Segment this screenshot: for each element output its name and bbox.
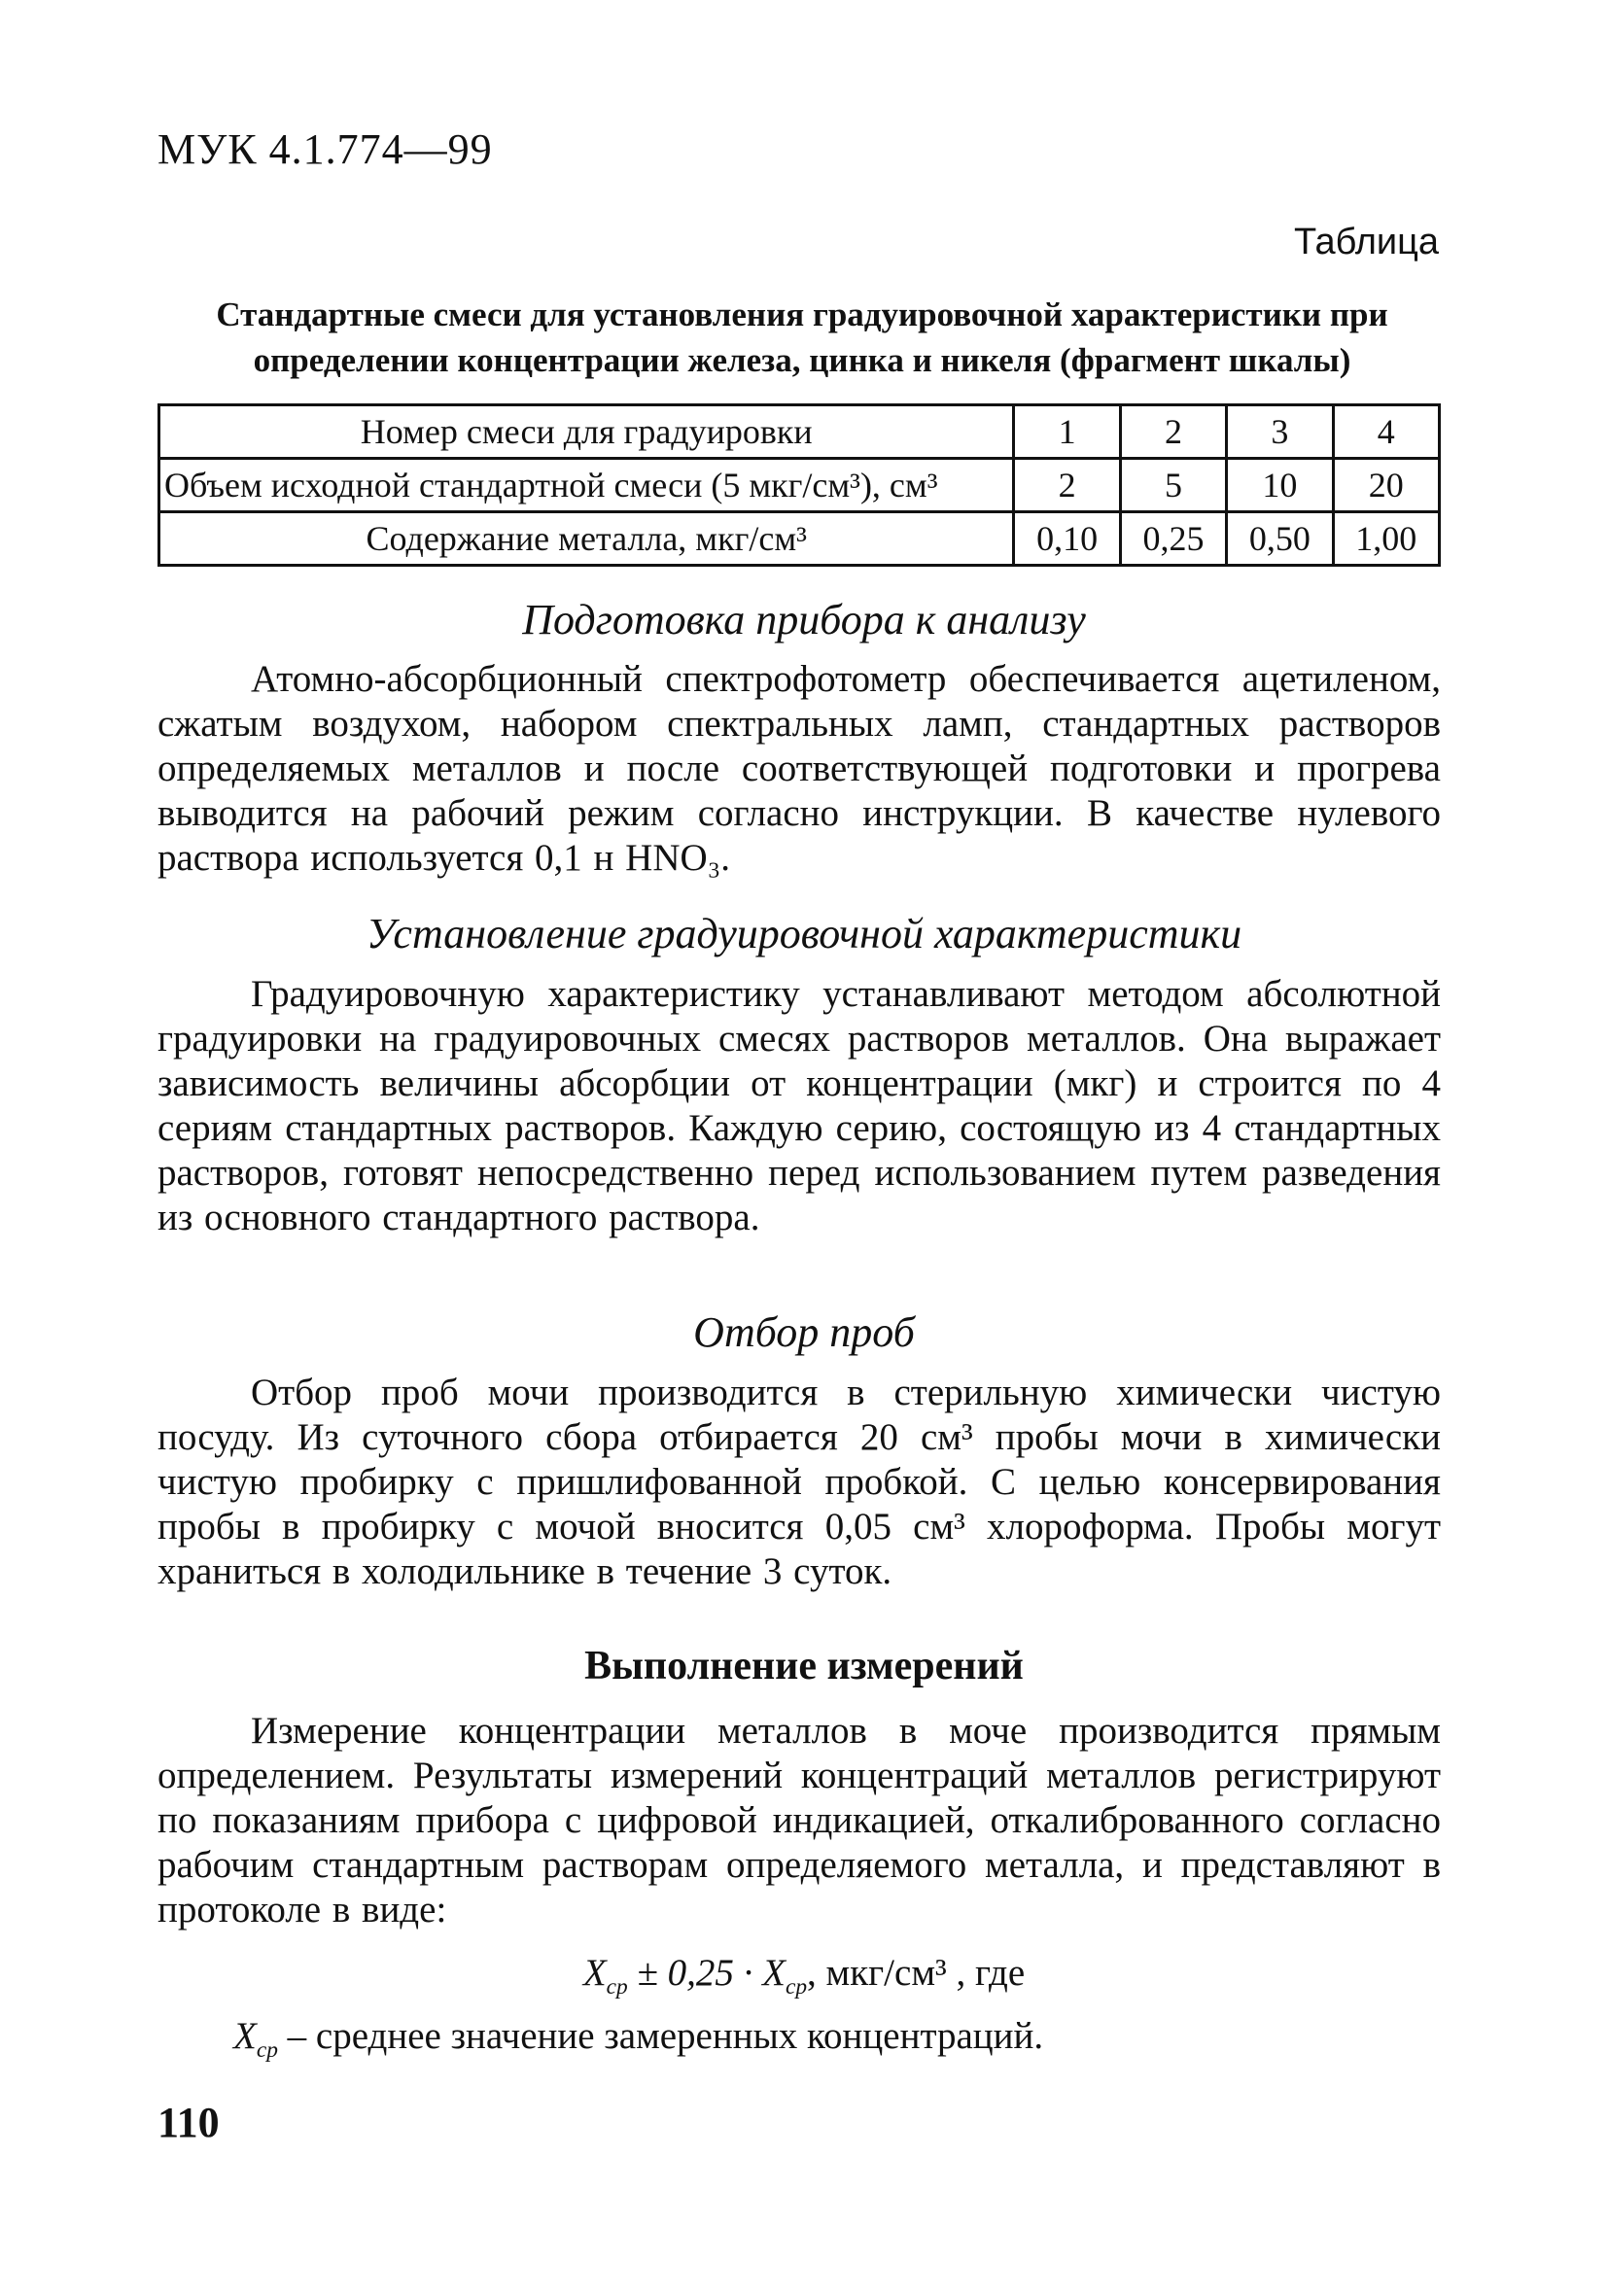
formula-operator: ± 0,25 · — [637, 1952, 753, 1994]
formula-variable: X — [582, 1952, 607, 1994]
row-header-volume: Объем исходной стандартной смеси (5 мкг/см³), см³ — [159, 459, 1014, 512]
definition-text: – среднее значение замеренных концентраций. — [287, 2015, 1044, 2057]
table-cell: 0,10 — [1014, 512, 1120, 566]
table-cell: 5 — [1120, 459, 1226, 512]
calibration-mixtures-table — [157, 403, 1441, 567]
page-number: 110 — [157, 2099, 220, 2146]
table-caption — [156, 292, 1449, 383]
section-title-calibration: Установление градуировочной характеристики — [366, 910, 1242, 957]
formula-variable: X — [233, 2015, 257, 2057]
paragraph-measurement: Измерение концентрации металлов в моче производится прямым определением. Результаты измерений концентраций металлов регистрируют по показаниям прибора с цифровой индикацией, откалиброванного согласно рабочим стандартным растворам определяемого металла, и представляют в протоколе в виде: — [157, 1710, 1441, 1931]
table-cell: 2 — [1014, 459, 1120, 512]
formula-units: , мкг/см³ , где — [807, 1952, 1026, 1994]
table-caption-line-2: определении концентрации железа, цинка и никеля (фрагмент шкалы) — [253, 341, 1351, 379]
section-title-measurement: Выполнение измерений — [584, 1644, 1024, 1688]
table-caption-line-1: Стандартные смеси для установления градуировочной характеристики при — [216, 296, 1388, 333]
table-cell: 0,25 — [1120, 512, 1226, 566]
paragraph-preparation: Атомно-абсорбционный спектрофотометр обеспечивается ацетиленом, сжатым воздухом, набором спектральных ламп, стандартных растворов определяемых металлов и после соответствующей подготовки и прогрева выводится на рабочий режим согласно инструкции. В качестве нулевого раствора используется 0,1 н HNO₃. — [157, 658, 1441, 879]
formula-subscript: ср — [256, 2036, 278, 2063]
table-cell: 20 — [1333, 459, 1439, 512]
table-cell: 10 — [1227, 459, 1333, 512]
formula-definition — [233, 2014, 1439, 2063]
table-row — [159, 405, 1440, 459]
formula-subscript: ср — [785, 1973, 808, 2000]
table-cell: 1,00 — [1333, 512, 1439, 566]
table-cell: 2 — [1120, 405, 1226, 459]
document-code: МУК 4.1.774—99 — [157, 125, 493, 173]
table-cell: 3 — [1227, 405, 1333, 459]
table-cell: 4 — [1333, 405, 1439, 459]
paragraph-sampling: Отбор проб мочи производится в стерильную химически чистую посуду. Из суточного сбора отбирается 20 см³ пробы мочи в химически чистую пробирку с пришлифованной пробкой. С целью консервирования пробы в пробирку с мочой вносится 0,05 см³ хлороформа. Пробы могут храниться в холодильнике в течение 3 суток. — [157, 1372, 1441, 1592]
section-title-sampling: Отбор проб — [693, 1308, 915, 1356]
formula-variable: X — [762, 1952, 786, 1994]
result-formula — [0, 1951, 1608, 2000]
row-header-mixture-number: Номер смеси для градуировки — [159, 405, 1014, 459]
table-cell: 0,50 — [1227, 512, 1333, 566]
paragraph-calibration: Градуировочную характеристику устанавливают методом абсолютной градуировки на градуировочных смесях растворов металлов. Она выражает зависимость величины абсорбции от концентрации (мкг) и строится по 4 сериям стандартных растворов. Каждую серию, состоящую из 4 стандартных растворов, готовят непосредственно перед использованием путем разведения из основного стандартного раствора. — [157, 973, 1441, 1238]
row-header-metal-content: Содержание металла, мкг/см³ — [159, 512, 1014, 566]
table-label: Таблица — [1294, 222, 1439, 262]
table-cell: 1 — [1014, 405, 1120, 459]
table-row — [159, 459, 1440, 512]
section-title-preparation: Подготовка прибора к анализу — [522, 596, 1086, 644]
table-row — [159, 512, 1440, 566]
formula-subscript: ср — [606, 1973, 628, 2000]
